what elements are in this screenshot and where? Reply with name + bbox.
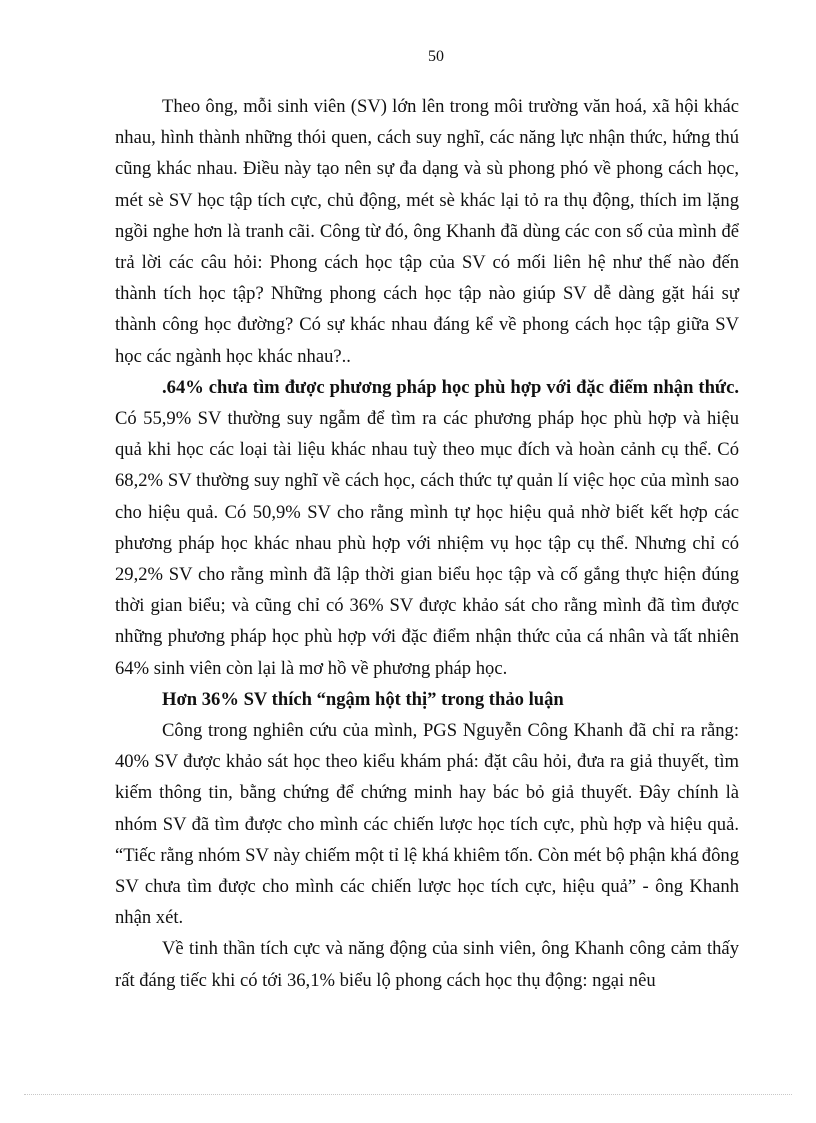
paragraph-lead-bold: .64% chưa tìm được phương pháp học phù hợp với đặc điểm nhận thức.: [162, 376, 739, 398]
page-number: 50: [428, 48, 444, 65]
paragraph-passive-style: Về tinh thần tích cực và năng động của sinh viên, ông Khanh công cảm thấy rất đáng tiếc khi có tới 36,1% biểu lộ phong cách học thụ động: ngại nêu: [115, 938, 739, 991]
paragraph-research-findings: Công trong nghiên cứu của mình, PGS Nguyễn Công Khanh đã chỉ ra rằng: 40% SV được khảo sát học theo kiểu khám phá: đặt câu hỏi, đưa ra giả thuyết, tìm kiếm thông tin, bằng chứng để chứng minh hay bác bỏ giả thuyết. Đây chính là nhóm SV đã tìm được cho mình các chiến lược học tích cực, phù hợp và hiệu quả. “Tiếc rằng nhóm SV này chiếm một tỉ lệ khá khiêm tốn. Còn mét bộ phận khá đông SV chưa tìm được cho mình các chiến lược học tích cực, hiệu quả” - ông Khanh nhận xét.: [115, 720, 739, 929]
document-body: [115, 91, 739, 996]
paragraph-study-methods: [115, 372, 739, 684]
paragraph-study-methods-text: Có 55,9% SV thường suy ngẫm để tìm ra các phương pháp học phù hợp và hiệu quả khi học các loại tài liệu khác nhau tuỳ theo mục đích và hoàn cảnh cụ thể. Có 68,2% SV thường suy nghĩ về cách học, cách thức tự quản lí việc học của mình sao cho hiệu quả. Có 50,9% SV cho rằng mình tự học hiệu quả nhờ biết kết hợp các phương pháp học khác nhau phù hợp với nhiệm vụ học tập cụ thể. Nhưng chỉ có 29,2% SV cho rằng mình đã lập thời gian biểu học tập và cố gắng thực hiện đúng thời gian biểu; và cũng chỉ có 36% SV được khảo sát cho rằng mình đã tìm được những phương pháp học phù hợp với đặc điểm nhận thức của cá nhân và tất nhiên 64% sinh viên còn lại là mơ hồ về phương pháp học.: [115, 408, 739, 679]
page-bottom-divider: [24, 1094, 792, 1095]
paragraph-intro: Theo ông, mỗi sinh viên (SV) lớn lên trong môi trường văn hoá, xã hội khác nhau, hình thành những thói quen, cách suy nghĩ, các năng lực nhận thức, hứng thú cũng khác nhau. Điều này tạo nên sự đa dạng và sù phong phó về phong cách học, mét sè SV học tập tích cực, chủ động, mét sè khác lại tỏ ra thụ động, thích im lặng ngồi nghe hơn là tranh cãi. Công từ đó, ông Khanh đã dùng các con số của mình để trả lời các câu hỏi: Phong cách học tập của SV có mối liên hệ như thế nào đến thành tích học tập? Những phong cách học tập nào giúp SV dễ dàng gặt hái sự thành công học đường? Có sự khác nhau đáng kể về phong cách học tập giữa SV học các ngành học khác nhau?..: [115, 96, 739, 367]
section-heading: Hơn 36% SV thích “ngậm hột thị” trong thảo luận: [162, 688, 564, 710]
